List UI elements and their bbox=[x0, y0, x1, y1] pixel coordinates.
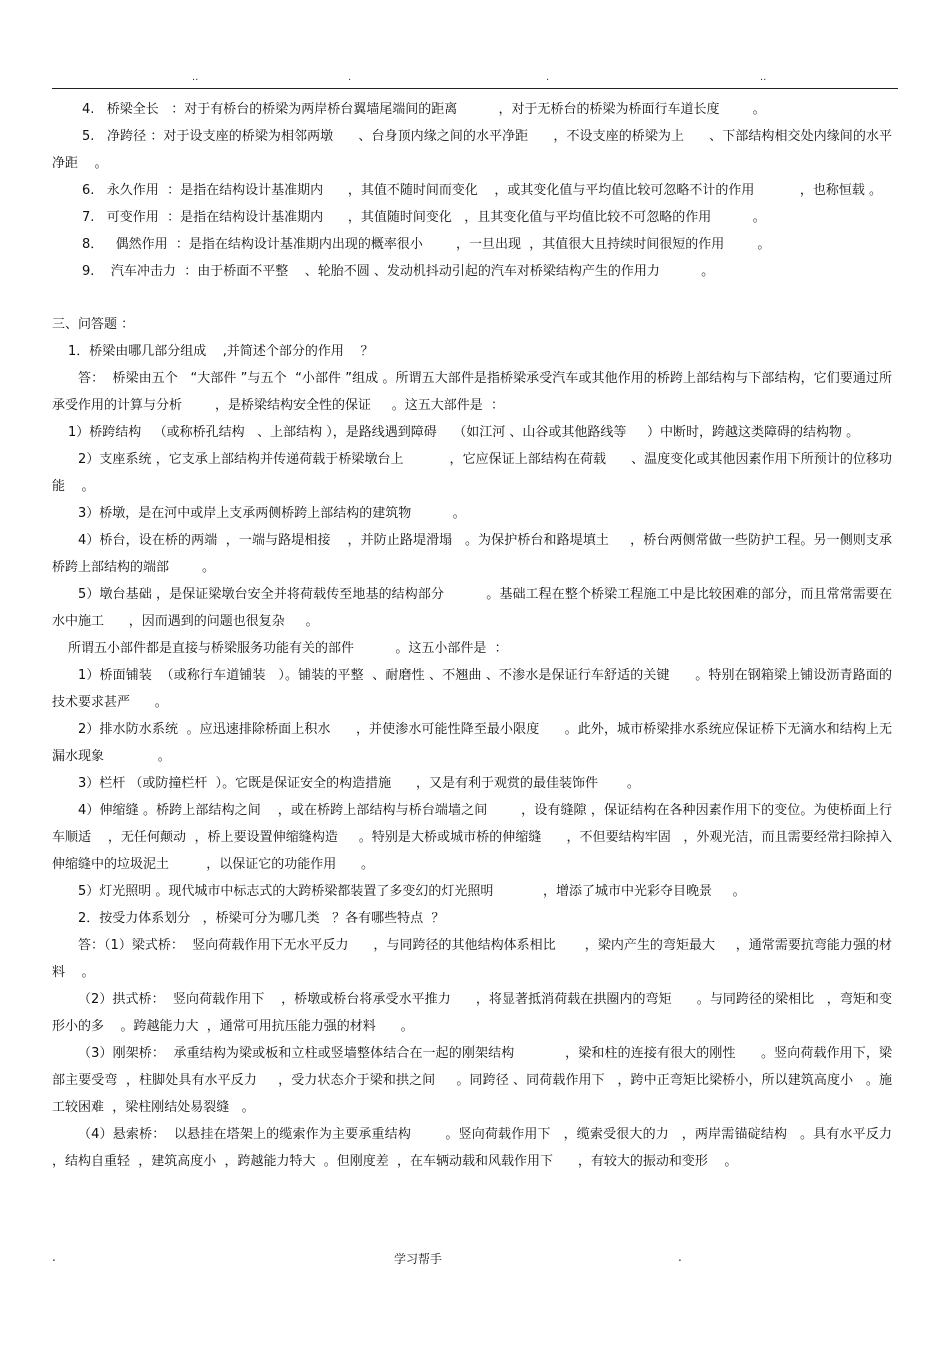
definition-item: 7. 可变作用 ：是指在结构设计基准期内 ，其值随时间变化 ，且其变化值与平均值比较不可忽略的作用 。 bbox=[82, 210, 766, 225]
page-header-marks bbox=[52, 72, 898, 86]
small-part-item: 2）排水防水系统 。应迅速排除桥面上积水 ，并使渗水可能性降至最小限度 。此外，城市桥梁排水系统应保证桥下无滴水和结构上无漏水现象 。 bbox=[52, 722, 892, 764]
answer-2-item: （2）拱式桥： 竖向荷载作用下 ，桥墩或桥台将承受水平推力 ，将显著抵消荷载在拱圈内的弯矩 。与同跨径的梁相比 ，弯矩和变形小的多 。跨越能力大 ，通常可用抗压能力强的材料 。 bbox=[52, 992, 892, 1034]
header-mark: . bbox=[546, 72, 550, 83]
big-part-item: 1）桥跨结构 （或称桥孔结构 、上部结构 ），是路线遇到障碍 （如江河 、山谷或其他路线等 ）中断时，跨越这类障碍的结构物 。 bbox=[68, 425, 860, 440]
header-mark: .. bbox=[192, 72, 199, 83]
page-footer bbox=[52, 1250, 898, 1270]
section-qa bbox=[52, 311, 901, 1175]
definition-item: 6. 永久作用 ：是指在结构设计基准期内 ，其值不随时间而变化 ，或其变化值与平均值比较可忽略不计的作用 ，也称恒载 。 bbox=[82, 183, 882, 198]
footer-mark-left: . bbox=[52, 1250, 56, 1264]
document-body bbox=[52, 96, 901, 1175]
answer-1-intro: 答： 桥梁由五个 “大部件 ”与五个 “小部件 ”组成 。所谓五大部件是指桥梁承受汽车或其他作用的桥跨上部结构与下部结构，它们要通过所承受作用的计算与分析 ，是桥梁结构安全性的保证 。这五大部件是 ： bbox=[52, 371, 892, 413]
question-2: 2．按受力体系划分 ，桥梁可分为哪几类 ？各有哪些特点 ？ bbox=[78, 911, 445, 926]
big-part-item: 3）桥墩，是在河中或岸上支承两侧桥跨上部结构的建筑物 。 bbox=[78, 506, 466, 521]
small-part-item: 3）栏杆 （或防撞栏杆 ）。它既是保证安全的构造措施 ，又是有利于观赏的最佳装饰件 。 bbox=[78, 776, 640, 791]
answer-2-item: 答：（1）梁式桥： 竖向荷载作用下无水平反力 ，与同跨径的其他结构体系相比 ，梁内产生的弯矩最大 ，通常需要抗弯能力强的材料 。 bbox=[52, 938, 892, 980]
footer-text: 学习帮手 bbox=[394, 1252, 443, 1266]
small-parts-intro: 所谓五小部件都是直接与桥梁服务功能有关的部件 。这五小部件是 ： bbox=[68, 641, 508, 656]
definitions-list bbox=[52, 96, 892, 285]
big-part-item: 2）支座系统 ，它支承上部结构并传递荷载于桥梁墩台上 ，它应保证上部结构在荷载 、温度变化或其他因素作用下所预计的位移功能 。 bbox=[52, 452, 892, 494]
big-part-item: 5）墩台基础 ，是保证梁墩台安全并将荷载传至地基的结构部分 。基础工程在整个桥梁工程施工中是比较困难的部分，而且常常需要在水中施工 ，因而遇到的问题也很复杂 。 bbox=[52, 587, 892, 629]
header-mark: .. bbox=[760, 72, 767, 83]
answer-2-item: （3）刚架桥： 承重结构为梁或板和立柱或竖墙整体结合在一起的刚架结构 ，梁和柱的连接有很大的刚性 。竖向荷载作用下，梁部主要受弯 ，柱脚处具有水平反力 ，受力状态介于梁和拱之间 。同跨径 、同荷载作用下 ，跨中正弯矩比梁桥小，所以建筑高度小 。施工较困难 ，梁柱刚结处易裂缝 。 bbox=[52, 1046, 892, 1115]
small-part-item: 4）伸缩缝 。桥跨上部结构之间 ，或在桥跨上部结构与桥台端墙之间 ，设有缝隙 ，保证结构在各种因素作用下的变位。为使桥面上行车顺适 ，无任何颠动 ，桥上要设置伸缩缝构造 。特别是大桥或城市桥的伸缩缝 ，不但要结构牢固 ，外观光洁，而且需要经常扫除掉入伸缩缝中的垃圾泥土 ，以保证它的功能作用 。 bbox=[52, 803, 892, 872]
definition-item: 4. 桥梁全长 ：对于有桥台的桥梁为两岸桥台翼墙尾端间的距离 ，对于无桥台的桥梁为桥面行车道长度 。 bbox=[82, 102, 766, 117]
section-title: 三、问答题 ： bbox=[52, 317, 135, 332]
definition-item: 5. 净跨径 ：对于设支座的桥梁为相邻两墩 、台身顶内缘之间的水平净距 ，不设支座的桥梁为上 、下部结构相交处内缘间的水平净距 。 bbox=[52, 129, 892, 171]
definition-item: 8． 偶然作用 ：是指在结构设计基准期内出现的概率很小 ，一旦出现 ，其值很大且持续时间很短的作用 。 bbox=[82, 237, 771, 252]
header-mark: . bbox=[348, 72, 352, 83]
answer-2-item: （4）悬索桥： 以悬挂在塔架上的缆索作为主要承重结构 。竖向荷载作用下 ，缆索受很大的力 ，两岸需锚碇结构 。具有水平反力 ，结构自重轻 ，建筑高度小 ，跨越能力特大 。但刚度差 ，在车辆动载和风载作用下 ，有较大的振动和变形 。 bbox=[52, 1127, 901, 1169]
small-part-item: 1）桥面铺装 （或称行车道铺装 ）。铺装的平整 、耐磨性 、不翘曲 、不渗水是保证行车舒适的关键 。特别在钢箱梁上铺设沥青路面的技术要求甚严 。 bbox=[52, 668, 892, 710]
footer-mark-right: . bbox=[678, 1250, 682, 1264]
question-1: 1．桥梁由哪几部分组成 ,并简述个部分的作用 ？ bbox=[68, 344, 374, 359]
header-rule bbox=[52, 88, 898, 89]
small-part-item: 5）灯光照明 。现代城市中标志式的大跨桥梁都装置了多变幻的灯光照明 ，增添了城市中光彩夺目晚景 。 bbox=[78, 884, 746, 899]
definition-item: 9. 汽车冲击力 ：由于桥面不平整 、轮胎不圆 、发动机抖动引起的汽车对桥梁结构产生的作用力 。 bbox=[82, 264, 715, 279]
big-part-item: 4）桥台，设在桥的两端 ，一端与路堤相接 ，并防止路堤滑塌 。为保护桥台和路堤填土 ，桥台两侧常做一些防护工程。另一侧则支承桥跨上部结构的端部 。 bbox=[52, 533, 892, 575]
